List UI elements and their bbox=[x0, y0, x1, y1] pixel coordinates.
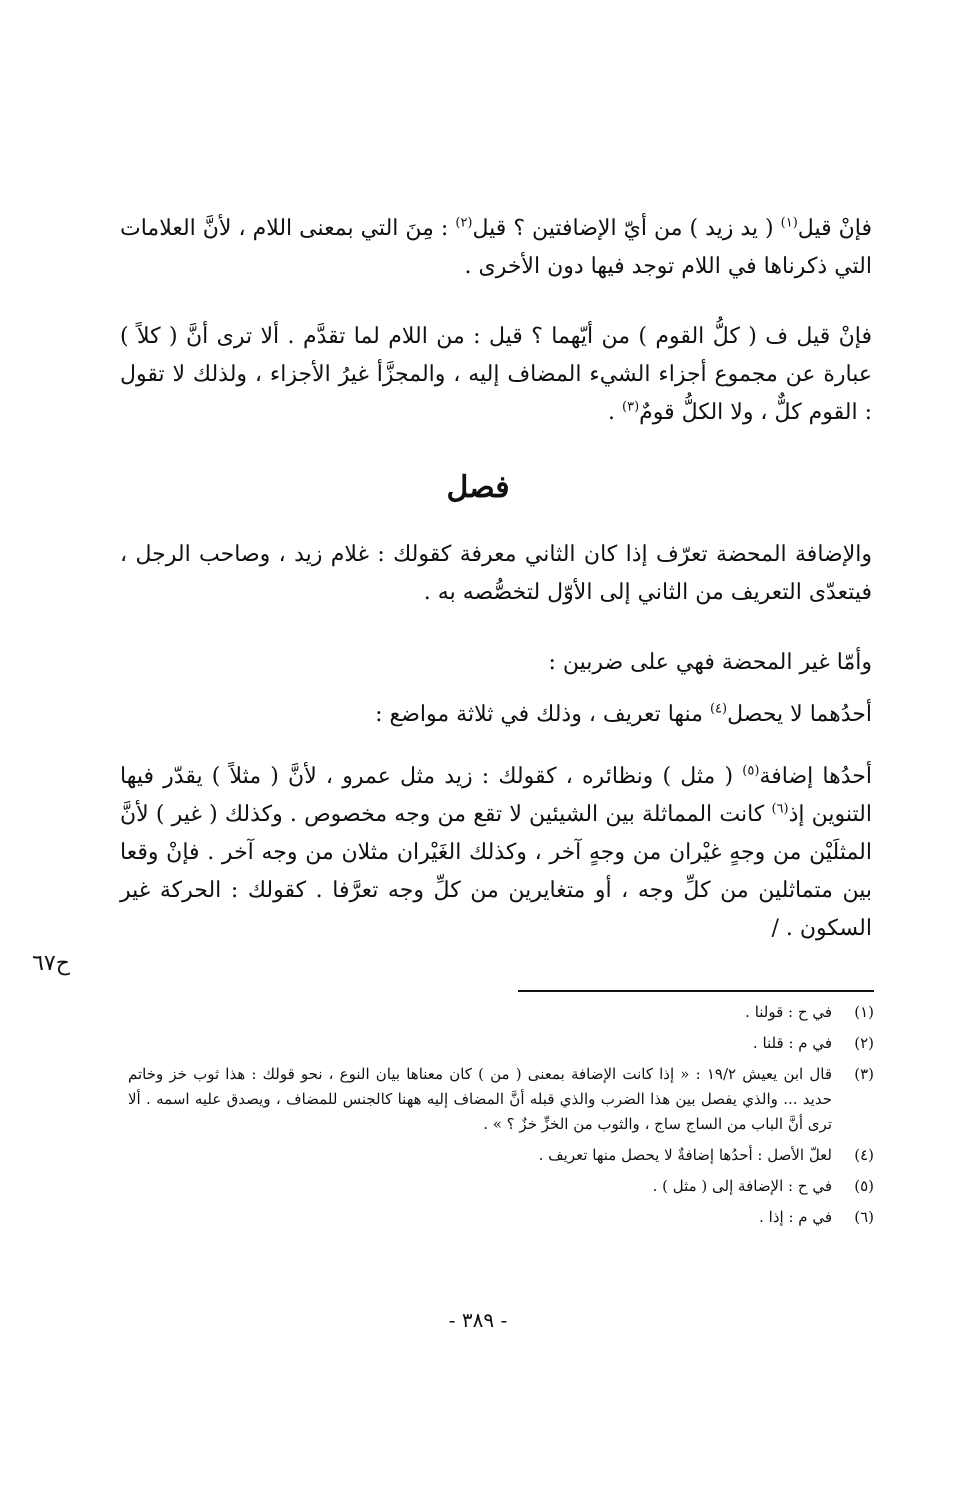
paragraph-6 bbox=[120, 758, 872, 948]
footnote-number: (٣) bbox=[854, 1065, 874, 1083]
footnote bbox=[128, 1205, 874, 1230]
footnote-text: في م : إذا . bbox=[759, 1208, 832, 1226]
text-run: فإنْ قيل ف ( كلُّ القوم ) من أيّهما ؟ قيل : من اللام لما تقدَّم . ألا ترى أنَّ ( كلاً ) عبارة عن مجموع أجزاء الشيء المضاف إليه ، والمجزَّأ غيرُ الأجزاء ، ولذلك لا تقول : القوم كلٌّ ، ولا الكلُّ قومٌ bbox=[120, 324, 872, 425]
text-run: منها تعريف ، وذلك في ثلاثة مواضع : bbox=[375, 702, 710, 727]
footnote-text: لعلّ الأصل : أحدُها إضافةٌ لا يحصل منها تعريف . bbox=[538, 1146, 832, 1164]
text-run: : مِنَ التي بمعنى اللام ، لأنَّ العلامات التي ذكرناها في اللام توجد فيها دون الأخرى . bbox=[120, 216, 872, 279]
paragraph-3-text: والإضافة المحضة تعرّف إذا كان الثاني معرفة كقولك : غلام زيد ، وصاحب الرجل ، فيتعدّى التعريف من الثاني إلى الأوّل لتخصُّصه به . bbox=[120, 542, 872, 605]
footnote-marker: (٤) bbox=[709, 701, 728, 717]
manuscript-page-marker: ح٦٧ bbox=[32, 951, 70, 976]
footnote-number: (٦) bbox=[854, 1208, 874, 1226]
footnote-marker: (٦) bbox=[771, 801, 789, 817]
footnote-number: (١) bbox=[854, 1003, 874, 1021]
footnote-divider bbox=[518, 990, 874, 992]
footnote-number: (٤) bbox=[854, 1146, 874, 1164]
text-run: أحدُهما لا يحصل bbox=[727, 702, 872, 727]
paragraph-1-text bbox=[120, 210, 872, 286]
paragraph-4 bbox=[120, 644, 872, 682]
footnote-number: (٥) bbox=[854, 1177, 874, 1195]
text-run: أحدُها إضافة bbox=[759, 764, 872, 789]
text-run: كانت المماثلة بين الشيئين لا تقع من وجه مخصوص . وكذلك ( غير ) لأنَّ المثلَيْن من وجهٍ غيْران من وجهٍ آخر ، وكذلك الغَيْران مثلان من وجه آخر . فإنْ وقعا بين متماثلين من كلِّ وجه ، أو متغايرين من كلِّ وجه تعرَّفا . كقولك : الحركة غير السكون . / bbox=[120, 802, 872, 941]
footnote-text: في م : قلنا . bbox=[752, 1034, 832, 1052]
footnote-marker: (٥) bbox=[742, 763, 760, 779]
text-run: ( يد زيد ) من أيّ الإضافتين ؟ قيل bbox=[472, 216, 781, 241]
paragraph-2-text bbox=[120, 318, 872, 432]
text-run: . bbox=[608, 400, 623, 425]
page-number: - ٣٨٩ - bbox=[448, 1308, 508, 1332]
paragraph-5 bbox=[120, 696, 872, 734]
footnotes bbox=[128, 1000, 874, 1236]
footnote-text: قال ابن يعيش ١٩/٢ : « إذا كانت الإضافة بمعنى ( من ) كان معناها بيان النوع ، نحو قولك : هذا ثوب خز وخاتم حديد ... والذي يفصل بين هذا الضرب والذي قبله أنَّ المضاف إليه ههنا كالجنس للمضاف ، ويصدق عليه اسمه . ألا ترى أنَّ الباب من الساج ساج ، والثوب من الخزِّ خزٌ ؟ » . bbox=[128, 1065, 832, 1133]
footnote-text: في ح : قولنا . bbox=[745, 1003, 832, 1021]
paragraph-1 bbox=[120, 210, 872, 286]
footnote-marker: (١) bbox=[780, 215, 798, 231]
paragraph-2 bbox=[120, 318, 872, 432]
footnote-marker: (٣) bbox=[622, 399, 640, 415]
footnote bbox=[128, 1062, 874, 1137]
paragraph-6-text bbox=[120, 758, 872, 948]
footnote-number: (٢) bbox=[854, 1034, 874, 1052]
text-run: ( مثل ) ونظائره ، كقولك : زيد مثل عمرو ، لأنَّ ( مثلاً ) يقدّر فيها التنوين إذ bbox=[120, 764, 872, 827]
footnote-marker: (٢) bbox=[455, 215, 473, 231]
text-run: فإنْ قيل bbox=[797, 216, 872, 241]
footnote-text: في ح : الإضافة إلى ( مثل ) . bbox=[652, 1177, 832, 1195]
footnote bbox=[128, 1174, 874, 1199]
paragraph-5-text bbox=[120, 696, 872, 734]
section-heading: فصل bbox=[446, 470, 510, 505]
paragraph-3 bbox=[120, 536, 872, 612]
footnote bbox=[128, 1031, 874, 1056]
footnote bbox=[128, 1143, 874, 1168]
paragraph-4-text: وأمّا غير المحضة فهي على ضربين : bbox=[548, 650, 872, 675]
footnote bbox=[128, 1000, 874, 1025]
